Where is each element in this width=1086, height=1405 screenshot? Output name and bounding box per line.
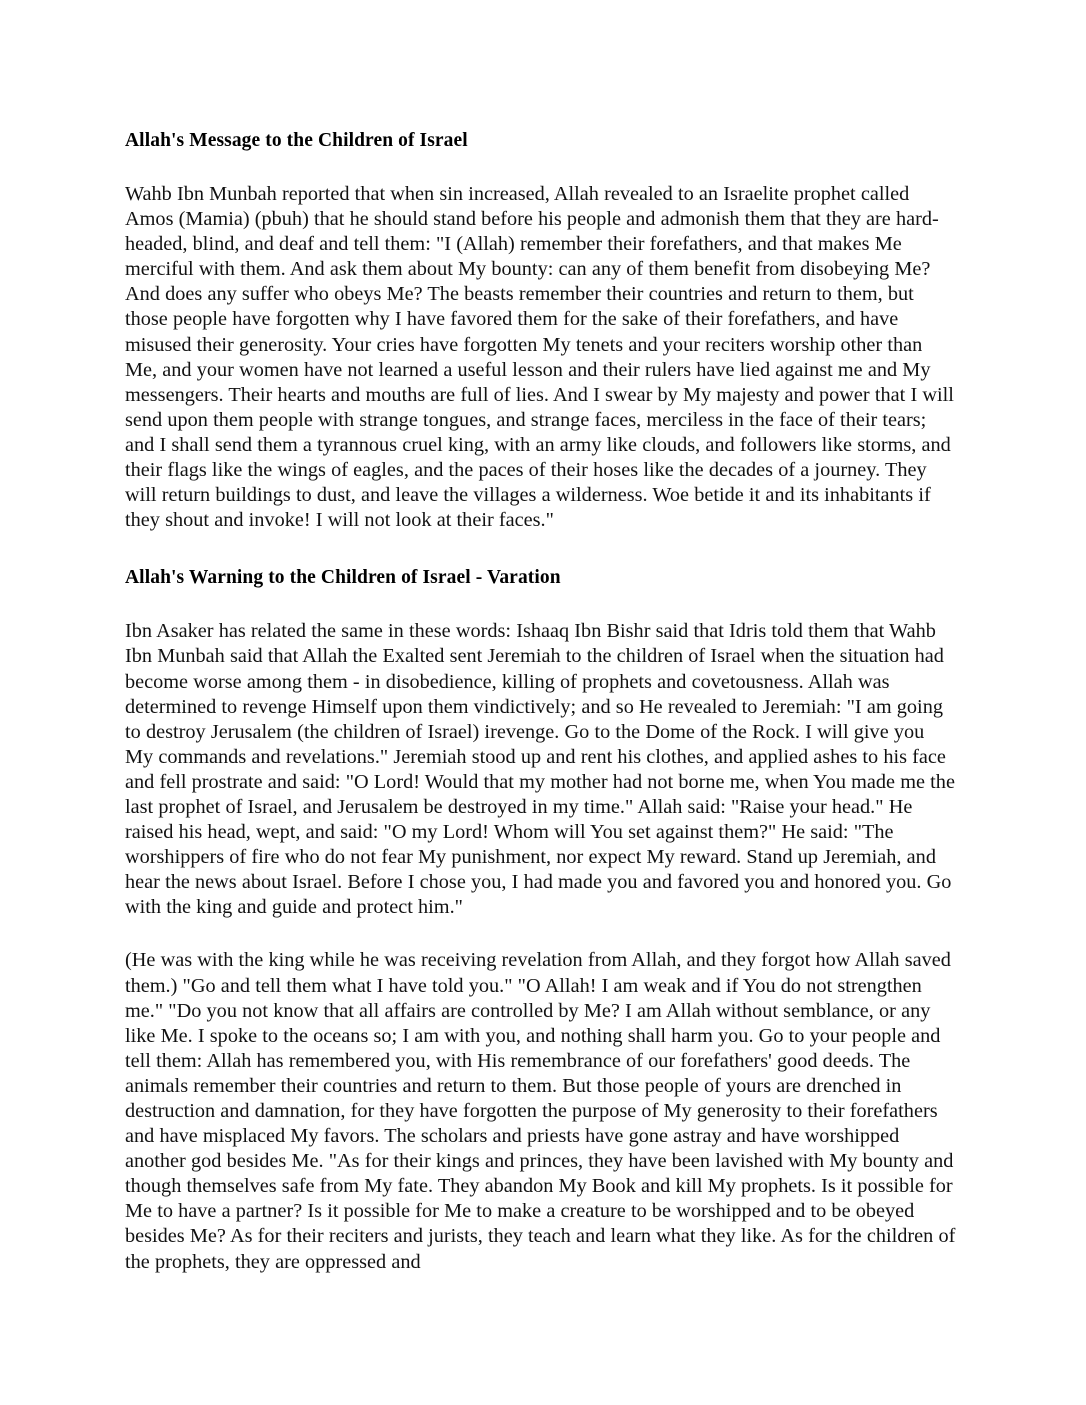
spacer [125,153,957,182]
spacer [125,533,957,565]
paragraph-allahs-message-body: Wahb Ibn Munbah reported that when sin increased, Allah revealed to an Israelite prophet called Amos (Mamia) (pbuh) that he should stand before his people and admonish them that they are hard-headed, blind, and deaf and tell them: "I (Allah) remember their forefathers, and that makes Me merciful with them. And ask them about My bounty: can any of them benefit from disobeying Me? And does any suffer who obeys Me? The beasts remember their countries and return to them, but those people have forgotten why I have favored them for the sake of their forefathers, and have misused their generosity. Your cries have forgotten My tenets and your reciters worship other than Me, and your women have not learned a useful lesson and their rulers have lied against me and My messengers. Their hearts and mouths are full of lies. And I swear by My majesty and power that I will send upon them people with strange tongues, and strange faces, merciless in the face of their tears; and I shall send them a tyrannous cruel king, with an army like clouds, and followers like storms, and their flags like the wings of eagles, and the paces of their hoses like the decades of a journey. They will return buildings to dust, and leave the villages a wilderness. Woe betide it and its inhabitants if they shout and invoke! I will not look at their faces." [125,183,954,532]
section-heading-allahs-message: Allah's Message to the Children of Israel [125,130,468,151]
section-heading-allahs-warning: Allah's Warning to the Children of Israel - Varation [125,567,561,589]
spacer [125,920,957,948]
paragraph-ibn-asaker-narration: Ibn Asaker has related the same in these words: Ishaaq Ibn Bishr said that Idris told them that Wahb Ibn Munbah said that Allah the Exalted sent Jeremiah to the children of Israel when the situation had become worse among them - in disobedience, killing of prophets and covetousness. Allah was determined to revenge Himself upon them vindictively; and so He revealed to Jeremiah: "I am going to destroy Jerusalem (the children of Israel) irevenge. Go to the Dome of the Rock. I will give you My commands and revelations." Jeremiah stood up and rent his clothes, and applied ashes to his face and fell prostrate and said: "O Lord! Would that my mother had not borne me, when You made me the last prophet of Israel, and Jerusalem be destroyed in my time." Allah said: "Raise your head." He raised his head, wept, and said: "O my Lord! Whom will You set against them?" He said: "The worshippers of fire who do not fear My punishment, nor expect My reward. Stand up Jeremiah, and hear the news about Israel. Before I chose you, I had made you and favored you and honored you. Go with the king and guide and protect him." [125,620,955,919]
document-text-column [125,128,957,1275]
spacer [125,590,957,619]
paragraph-king-revelation-continuation: (He was with the king while he was receiving revelation from Allah, and they forgot how Allah saved them.) "Go and tell them what I have told you." "O Allah! I am weak and if You do not strengthen me." "Do you not know that all affairs are controlled by Me? I am Allah without semblance, or any like Me. I spoke to the oceans so; I am with you, and nothing shall harm you. Go to your people and tell them: Allah has remembered you, with His remembrance of our forefathers' good deeds. The animals remember their countries and return to them. But those people of yours are drenched in destruction and damnation, for they have forgotten the purpose of My generosity to their forefathers and have misplaced My favors. The scholars and priests have gone astray and have worshipped another god besides Me. "As for their kings and princes, they have been lavished with My bounty and though themselves safe from My fate. They abandon My Book and kill My prophets. Is it possible for Me to have a partner? Is it possible for Me to make a creature to be worshipped and to be obeyed besides Me? As for their reciters and jurists, they teach and learn what they like. As for the children of the prophets, they are oppressed and [125,949,956,1273]
